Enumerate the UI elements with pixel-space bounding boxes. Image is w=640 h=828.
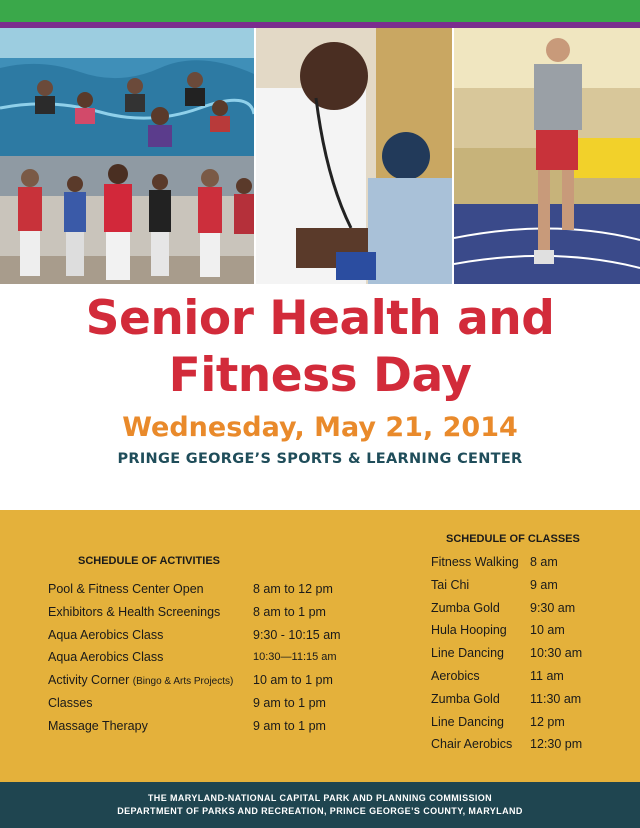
activity-row — [48, 605, 368, 628]
class-name: Zumba Gold — [431, 600, 500, 615]
activity-time: 9 am to 1 pm — [253, 695, 326, 710]
runner-photo — [454, 28, 640, 284]
activities-list — [48, 582, 368, 742]
class-row — [431, 669, 631, 692]
activity-name: Aqua Aerobics Class — [48, 650, 164, 665]
activity-name: Exhibitors & Health Screenings — [48, 604, 221, 619]
event-title-line-1: Senior Health and — [85, 291, 555, 346]
activity-row — [48, 650, 368, 673]
activity-row — [48, 719, 368, 742]
activity-name: Classes — [48, 695, 93, 710]
class-time: 9:30 am — [530, 600, 576, 615]
activity-note: (Bingo & Arts Projects) — [132, 676, 234, 688]
class-time: 11 am — [530, 668, 564, 683]
class-row — [431, 623, 631, 646]
class-row — [431, 555, 631, 578]
class-row — [431, 692, 631, 715]
class-row — [431, 601, 631, 624]
class-row — [431, 578, 631, 601]
footer-department: DEPARTMENT OF PARKS AND RECREATION, PRINCE GEORGE’S COUNTY, MARYLAND — [117, 806, 523, 816]
class-name: Chair Aerobics — [431, 737, 513, 752]
photo-collage — [0, 28, 640, 284]
activity-time: 8 am to 12 pm — [253, 582, 333, 596]
blood-pressure-photo — [256, 28, 452, 284]
class-row — [431, 715, 631, 738]
class-name: Hula Hooping — [431, 623, 507, 638]
activity-row — [48, 673, 368, 696]
activity-time: 9 am to 1 pm — [253, 718, 326, 733]
class-row — [431, 737, 631, 760]
class-time: 11:30 am — [530, 691, 582, 706]
activity-row — [48, 628, 368, 651]
class-time: 10:30 am — [530, 646, 583, 661]
activity-name: Aqua Aerobics Class — [48, 627, 164, 642]
activity-name: Massage Therapy — [48, 718, 148, 733]
event-title-line-2: Fitness Day — [168, 348, 472, 403]
title-block — [0, 290, 640, 467]
class-name: Line Dancing — [431, 646, 504, 661]
footer-commission: THE MARYLAND-NATIONAL CAPITAL PARK AND PLANNING COMMISSION — [147, 793, 493, 803]
top-green-bar — [0, 0, 640, 22]
activity-name: Pool & Fitness Center Open — [48, 582, 204, 596]
event-venue: PRINGE GEORGE’S SPORTS & LEARNING CENTER — [117, 451, 523, 467]
dance-photo — [0, 156, 254, 284]
class-row — [431, 646, 631, 669]
activity-name: Activity Corner (Bingo & Arts Projects) — [48, 673, 234, 688]
activity-time: 8 am to 1 pm — [253, 604, 326, 619]
schedule-panel — [0, 510, 640, 782]
class-time: 10 am — [530, 623, 565, 638]
activity-time: 10 am to 1 pm — [253, 673, 333, 688]
activity-row — [48, 582, 368, 605]
class-time: 12 pm — [530, 714, 565, 729]
classes-list — [431, 555, 631, 760]
pool-photo — [0, 28, 254, 156]
footer — [0, 782, 640, 828]
class-time: 8 am — [530, 555, 558, 569]
activity-time: 10:30—11:15 am — [253, 651, 337, 664]
class-name: Line Dancing — [431, 714, 504, 729]
classes-heading: SCHEDULE OF CLASSES — [446, 533, 580, 545]
class-name: Zumba Gold — [431, 691, 500, 706]
activity-row — [48, 696, 368, 719]
event-date: Wednesday, May 21, 2014 — [122, 412, 518, 443]
activities-heading: SCHEDULE OF ACTIVITIES — [78, 555, 220, 567]
class-name: Fitness Walking — [431, 555, 519, 569]
class-time: 9 am — [530, 577, 558, 592]
class-time: 12:30 pm — [530, 737, 583, 752]
class-name: Tai Chi — [431, 577, 470, 592]
class-name: Aerobics — [431, 668, 480, 683]
activity-time: 9:30 - 10:15 am — [253, 627, 341, 642]
